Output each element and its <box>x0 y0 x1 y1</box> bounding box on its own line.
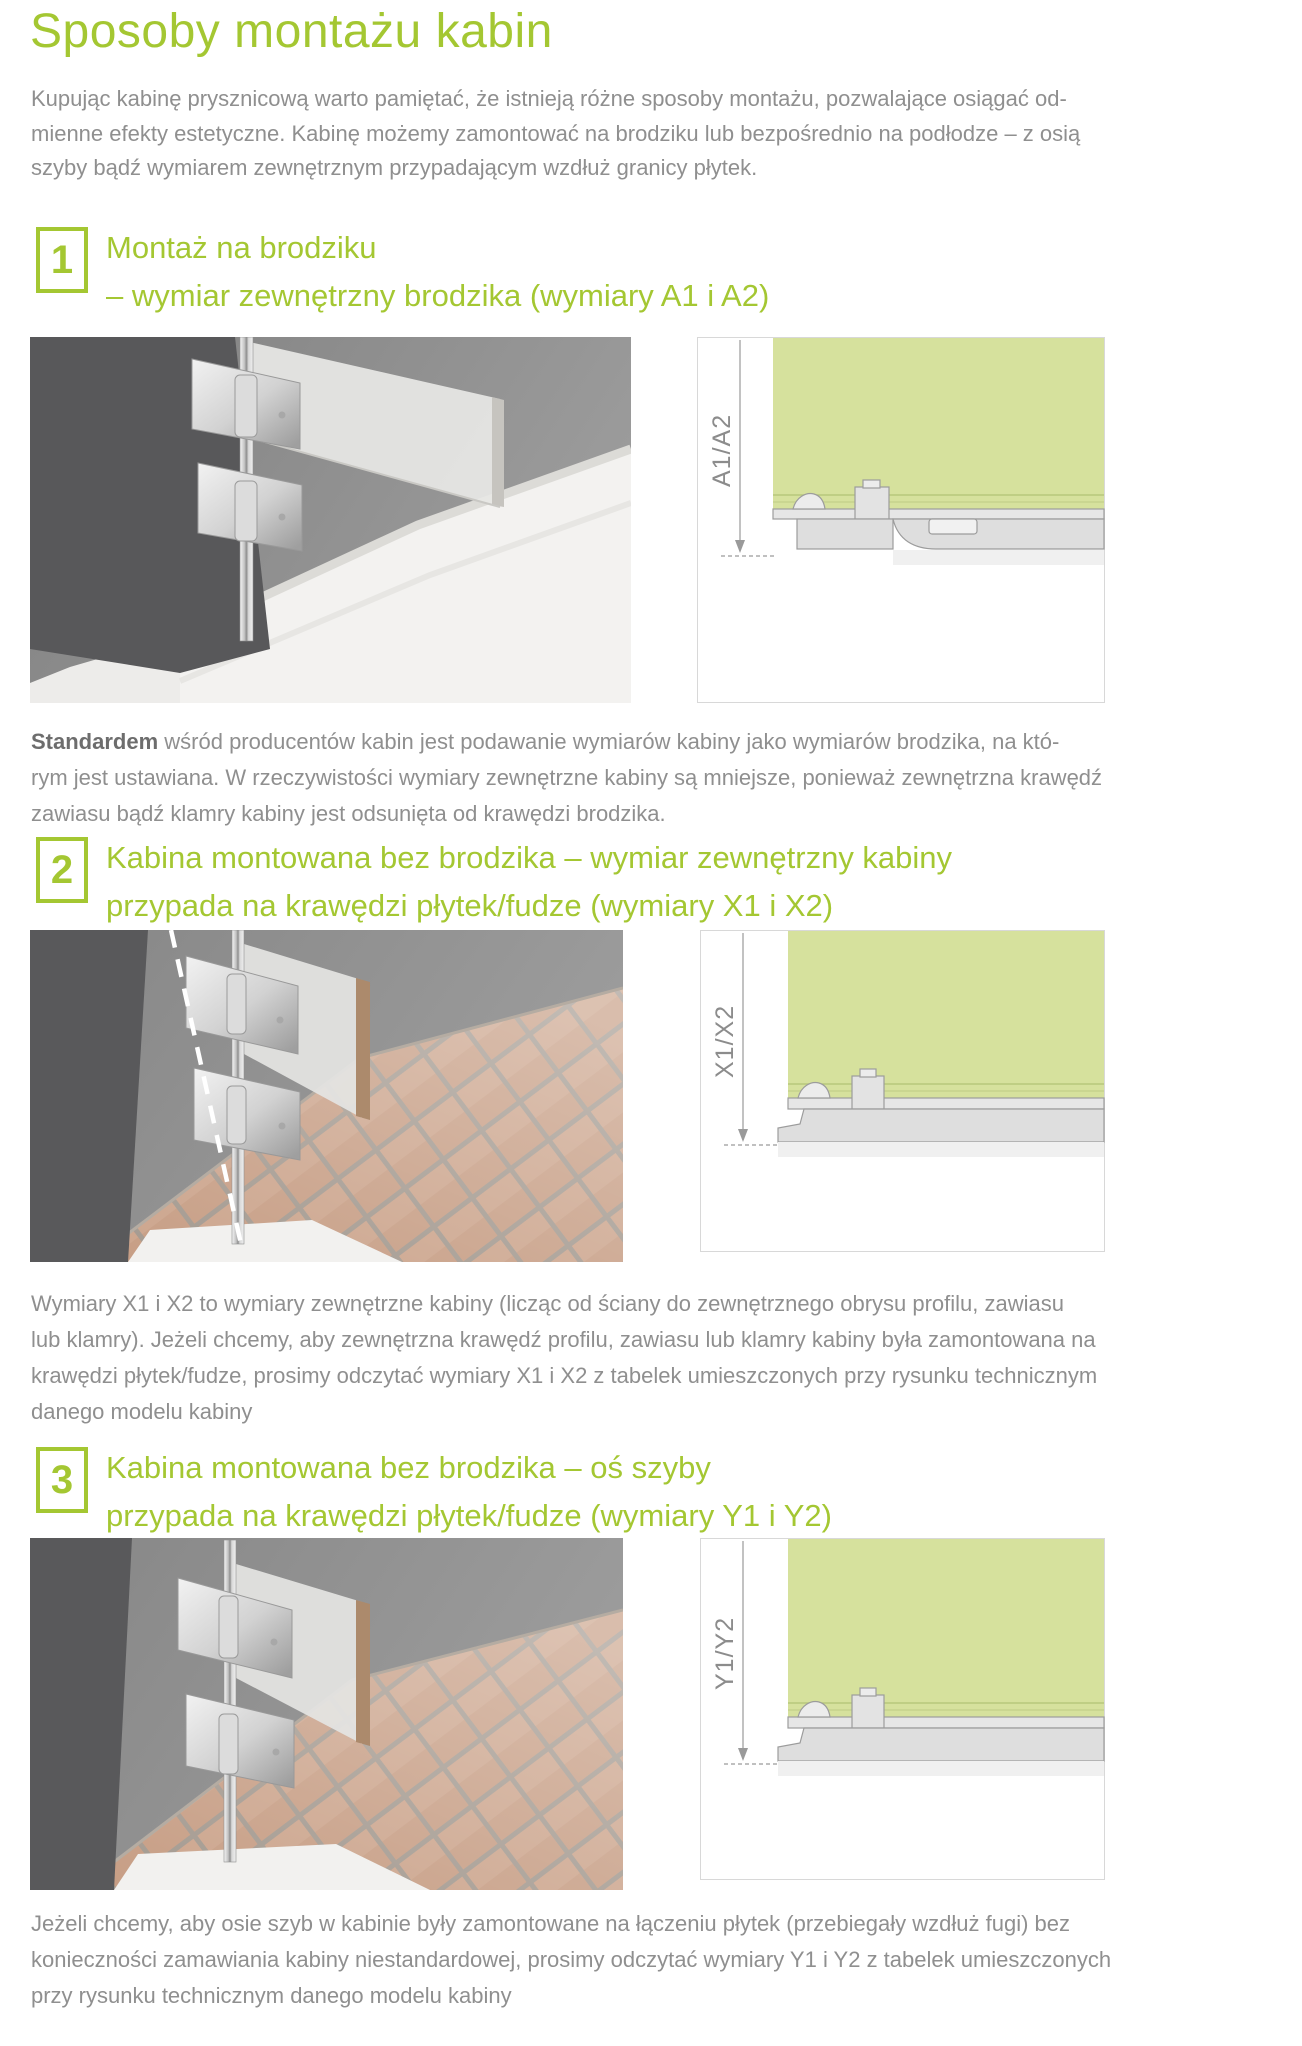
diagram-y1y2 <box>700 1538 1105 1880</box>
glass-area <box>788 1539 1104 1717</box>
section-2-heading-line-1: Kabina montowana bez brodzika – wymiar zewnętrzny kabiny <box>106 840 953 875</box>
section-2-heading <box>106 834 952 930</box>
section-2-note <box>31 1286 1097 1430</box>
section-1-photo <box>30 337 631 703</box>
intro-paragraph <box>31 82 1080 186</box>
diagram-a1a2 <box>697 337 1105 703</box>
glass-area <box>773 338 1104 509</box>
note-line: przy rysunku technicznym danego modelu kabiny <box>31 1983 512 2008</box>
section-3-number-badge: 3 <box>36 1447 88 1513</box>
intro-line: mienne efekty estetyczne. Kabinę możemy zamontować na brodziku lub bezpośrednio na podłodze – z osią <box>31 120 1081 146</box>
section-3-heading <box>106 1444 832 1540</box>
section-3-heading-line-2: przypada na krawędzi płytek/fudze (wymiary Y1 i Y2) <box>106 1498 832 1533</box>
section-1-number-badge: 1 <box>36 227 88 293</box>
dimension-label: A1/A2 <box>708 413 736 487</box>
note-line: Wymiary X1 i X2 to wymiary zewnętrzne kabiny (licząc od ściany do zewnętrznego obrysu profilu, zawiasu <box>31 1291 1065 1316</box>
diagram-x1x2 <box>700 930 1105 1252</box>
section-1-heading-line-1: Montaż na brodziku <box>106 230 377 265</box>
shower-tray-hinge-photo <box>30 337 631 703</box>
section-2-photo <box>30 930 623 1262</box>
note-line: zawiasu bądź klamry kabiny jest odsunięta od krawędzi brodzika. <box>31 801 666 826</box>
subfloor <box>778 1761 1104 1776</box>
intro-line: Kupując kabinę prysznicową warto pamiętać, że istnieją różne sposoby montażu, pozwalające osiągać od- <box>31 86 1067 111</box>
section-2-diagram <box>700 930 1105 1252</box>
dimension-label: Y1/Y2 <box>711 1616 739 1690</box>
section-2-heading-line-2: przypada na krawędzi płytek/fudze (wymiary X1 i X2) <box>106 888 834 923</box>
note-line: krawędzi płytek/fudze, prosimy odczytać wymiary X1 i X2 z tabelek umieszczonych przy rysunku technicznym <box>31 1363 1098 1388</box>
dark-wall <box>30 930 148 1262</box>
tray-underside <box>893 550 1104 565</box>
note-line: Jeżeli chcemy, aby osie szyb w kabinie były zamontowane na łączeniu płytek (przebiegały wzdłuż fugi) bez <box>31 1911 1070 1936</box>
note-line: rym jest ustawiana. W rzeczywistości wymiary zewnętrzne kabiny są mniejsze, ponieważ zewnętrzna krawędź <box>31 765 1103 790</box>
glass-area <box>788 931 1104 1098</box>
note-lead: Standardem <box>31 729 159 754</box>
section-1-diagram <box>697 337 1105 703</box>
note-line: danego modelu kabiny <box>31 1399 253 1424</box>
note-line: konieczności zamawiania kabiny niestandardowej, prosimy odczytać wymiary Y1 i Y2 z tabelek umieszczonych <box>31 1947 1112 1972</box>
section-3-diagram <box>700 1538 1105 1880</box>
dark-wall <box>30 1538 132 1890</box>
tiled-floor-hinge-photo <box>30 1538 623 1890</box>
section-1-note <box>31 724 1102 832</box>
note-line: Standardem wśród producentów kabin jest podawanie wymiarów kabiny jako wymiarów brodzika, na któ- <box>31 729 1060 754</box>
section-3-note <box>31 1906 1111 2014</box>
section-1-heading <box>106 224 769 320</box>
intro-line: szyby bądź wymiarem zewnętrznym przypadającym wzdłuż granicy płytek. <box>31 155 758 180</box>
section-2-number-badge: 2 <box>36 837 88 903</box>
page-title: Sposoby montażu kabin <box>30 5 553 58</box>
subfloor <box>778 1142 1104 1157</box>
section-3-photo <box>30 1538 623 1890</box>
tiled-floor-hinge-photo <box>30 930 623 1262</box>
section-1-heading-line-2: – wymiar zewnętrzny brodzika (wymiary A1 i A2) <box>106 278 770 313</box>
dimension-label: X1/X2 <box>711 1004 739 1078</box>
section-3-heading-line-1: Kabina montowana bez brodzika – oś szyby <box>106 1450 711 1485</box>
note-line: lub klamry). Jeżeli chcemy, aby zewnętrzna krawędź profilu, zawiasu lub klamry kabiny była zamontowana na <box>31 1327 1096 1352</box>
